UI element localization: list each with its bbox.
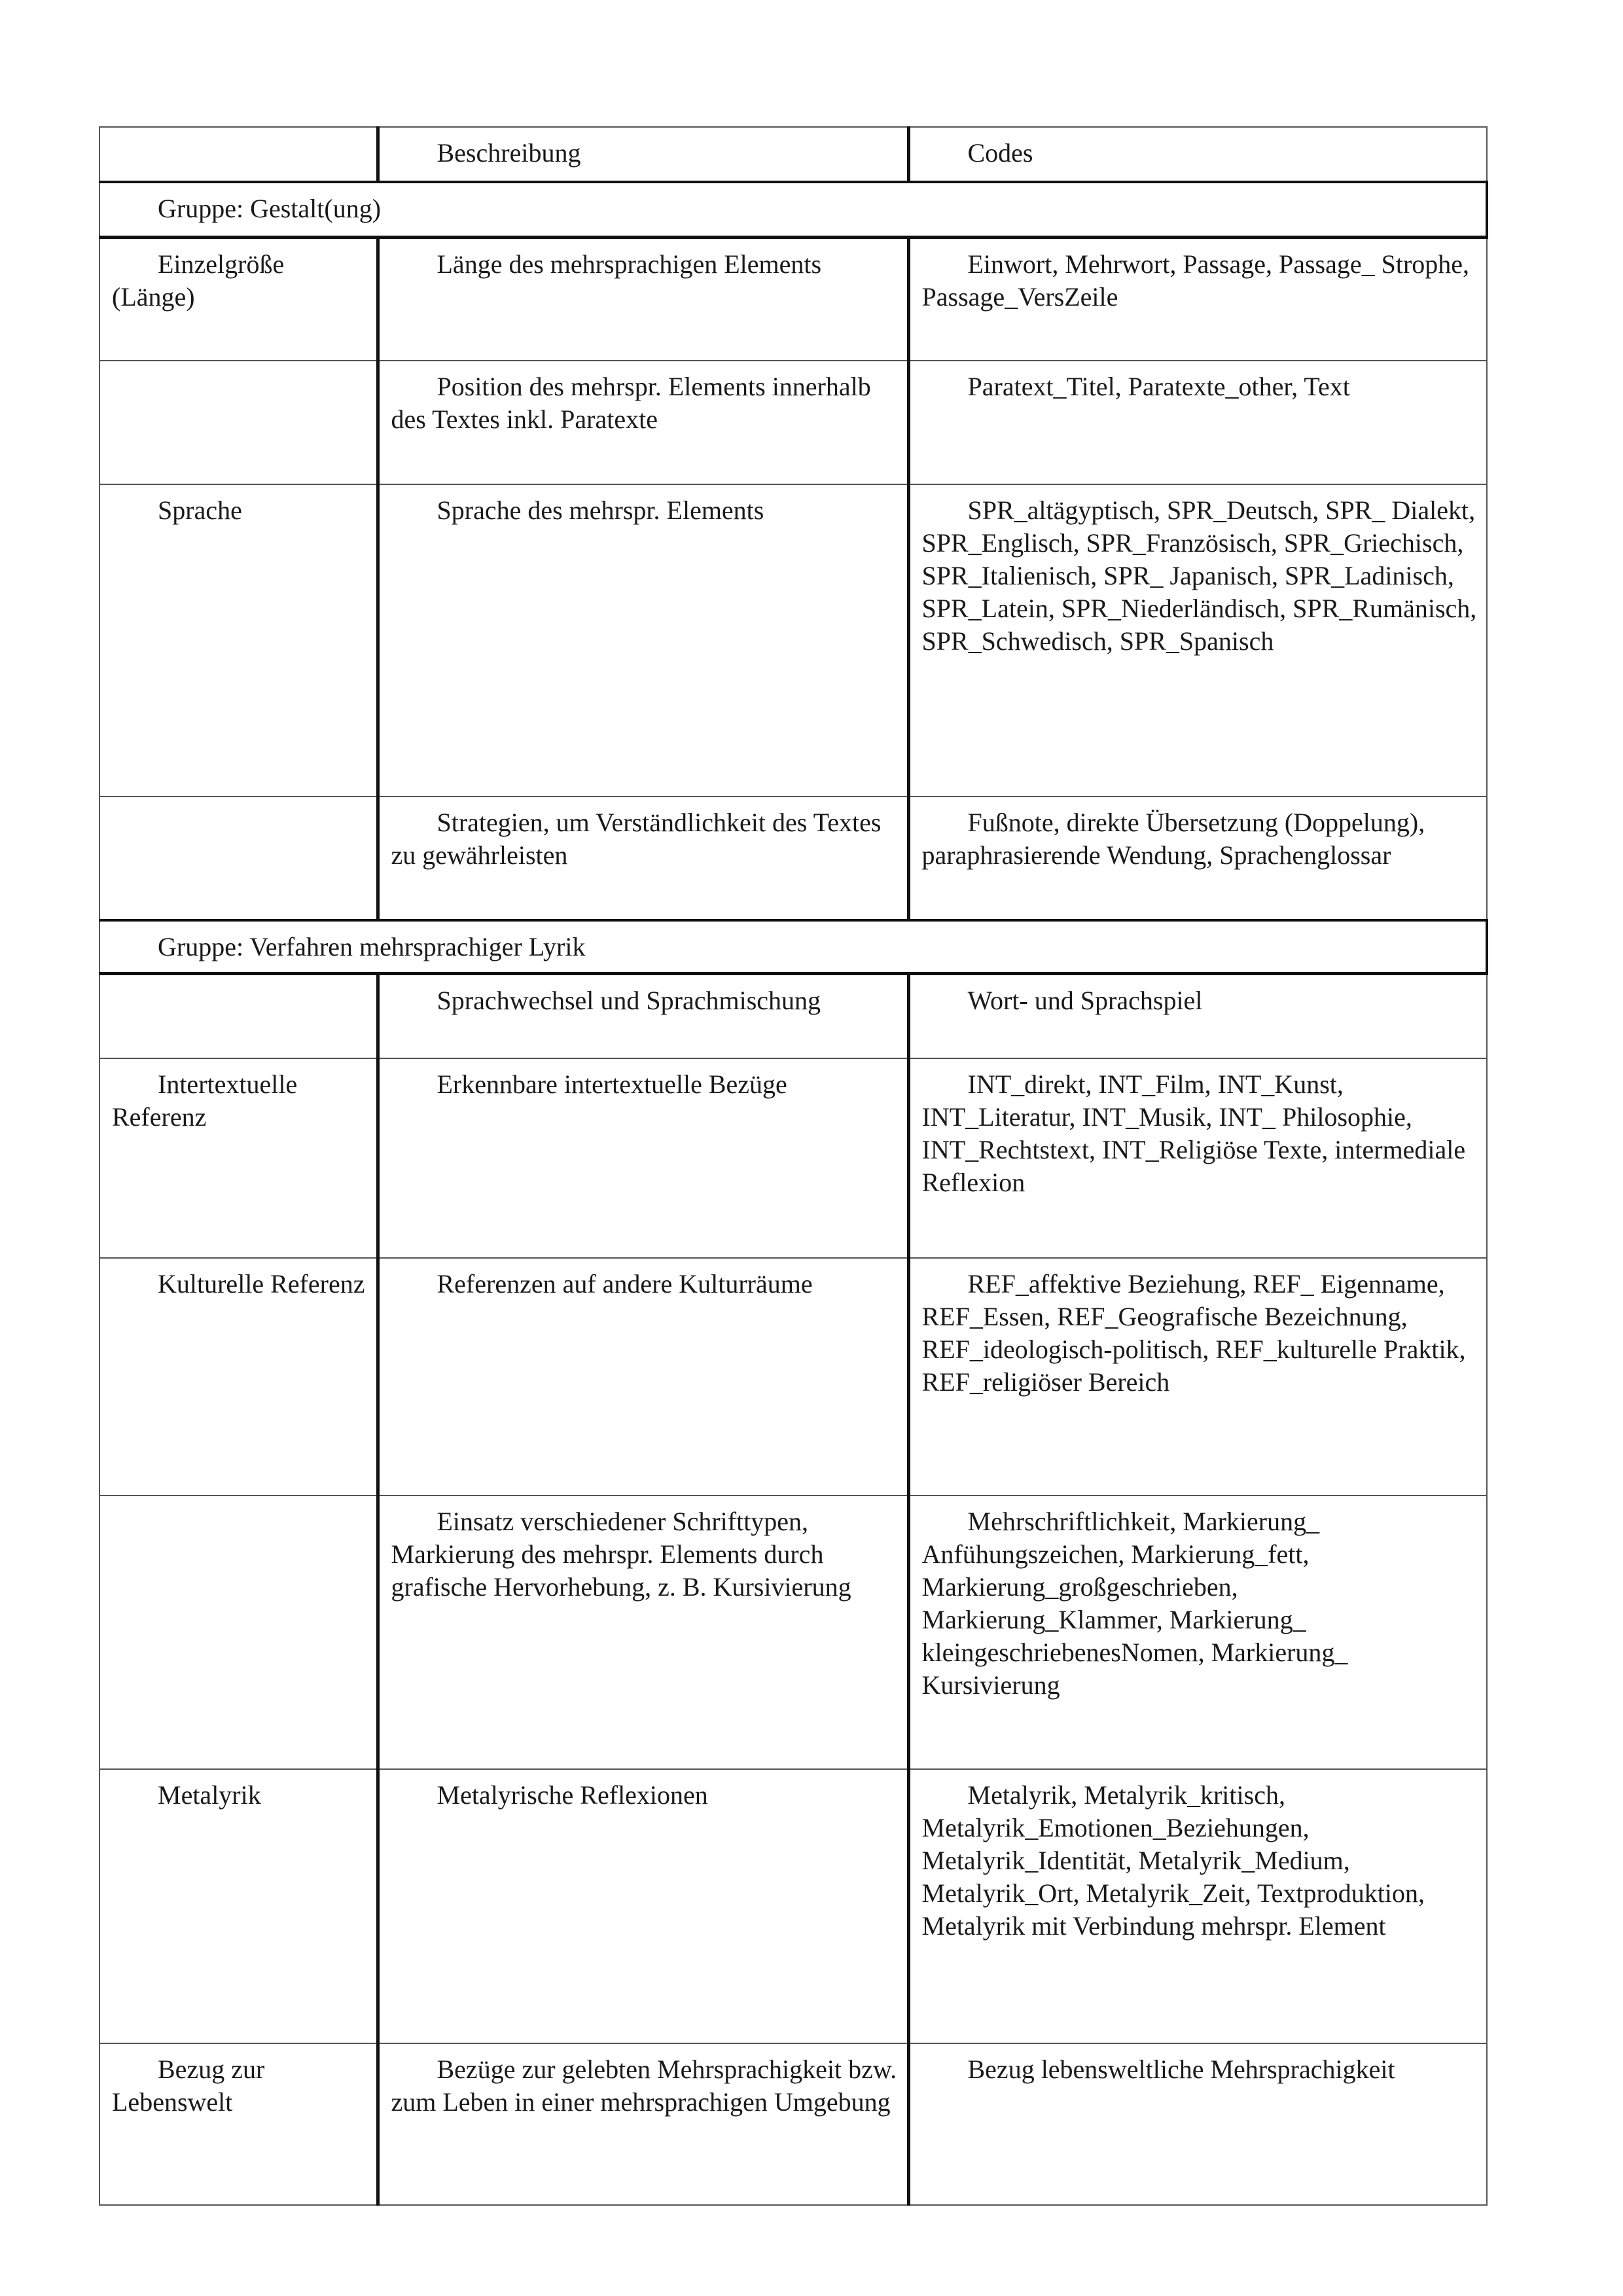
- category-cell: [99, 361, 378, 484]
- table-row: [99, 2043, 1487, 2205]
- table-row: [99, 1496, 1487, 1769]
- category-cell: [99, 1496, 378, 1769]
- table-row: [99, 1258, 1487, 1496]
- category-cell: [99, 973, 378, 1058]
- codes-cell: Einwort, Mehrwort, Passage, Passage_ Strophe, Passage_VersZeile: [908, 237, 1487, 361]
- table-row: [99, 361, 1487, 484]
- description-cell: Strategien, um Verständlichkeit des Textes zu gewährleisten: [378, 797, 908, 920]
- codes-cell: Paratext_Titel, Paratexte_other, Text: [908, 361, 1487, 484]
- codes-cell: REF_affektive Beziehung, REF_ Eigenname, REF_Essen, REF_Geografische Bezeichnung, REF_ideologisch-politisch, REF_kulturelle Praktik, REF_religiöser Bereich: [908, 1258, 1487, 1496]
- codes-cell: Mehrschriftlichkeit, Markierung_ Anfühungszeichen, Markierung_fett, Markierung_großgeschrieben, Markierung_Klammer, Markierung_ kleingeschriebenesNomen, Markierung_ Kursivierung: [908, 1496, 1487, 1769]
- table-row: [99, 484, 1487, 797]
- description-cell: Sprachwechsel und Sprachmischung: [378, 973, 908, 1058]
- codes-cell: Bezug lebensweltliche Mehrsprachigkeit: [908, 2043, 1487, 2205]
- category-cell: [99, 797, 378, 920]
- codes-cell: Metalyrik, Metalyrik_kritisch, Metalyrik_Emotionen_Beziehungen, Metalyrik_Identität, Metalyrik_Medium, Metalyrik_Ort, Metalyrik_Zeit, Textproduktion, Metalyrik mit Verbindung mehrspr. Element: [908, 1769, 1487, 2043]
- table-row: [99, 1769, 1487, 2043]
- description-cell: Bezüge zur gelebten Mehrsprachigkeit bzw. zum Leben in einer mehrsprachigen Umgebung: [378, 2043, 908, 2205]
- table-row: [99, 797, 1487, 920]
- codes-cell: INT_direkt, INT_Film, INT_Kunst, INT_Literatur, INT_Musik, INT_ Philosophie, INT_Rechtstext, INT_Religiöse Texte, intermediale Reflexion: [908, 1058, 1487, 1258]
- category-cell: Bezug zur Lebenswelt: [99, 2043, 378, 2205]
- codes-cell: Fußnote, direkte Übersetzung (Doppelung), paraphrasierende Wendung, Sprachenglossar: [908, 797, 1487, 920]
- header-cell-codes: Codes: [908, 127, 1487, 182]
- group-row: [99, 182, 1487, 237]
- group-label: Gruppe: Verfahren mehrsprachiger Lyrik: [99, 920, 1487, 973]
- table-header-row: [99, 127, 1487, 182]
- description-cell: Erkennbare intertextuelle Bezüge: [378, 1058, 908, 1258]
- description-cell: Länge des mehrsprachigen Elements: [378, 237, 908, 361]
- codebook-table: [99, 126, 1488, 2206]
- category-cell: Sprache: [99, 484, 378, 797]
- category-cell: Intertextuelle Referenz: [99, 1058, 378, 1258]
- description-cell: Einsatz verschiedener Schrifttypen, Markierung des mehrspr. Elements durch grafische Hervorhebung, z. B. Kursivierung: [378, 1496, 908, 1769]
- description-cell: Position des mehrspr. Elements innerhalb des Textes inkl. Paratexte: [378, 361, 908, 484]
- header-cell-description: Beschreibung: [378, 127, 908, 182]
- category-cell: Metalyrik: [99, 1769, 378, 2043]
- header-cell-category: [99, 127, 378, 182]
- table-row: [99, 973, 1487, 1058]
- description-cell: Sprache des mehrspr. Elements: [378, 484, 908, 797]
- description-cell: Referenzen auf andere Kulturräume: [378, 1258, 908, 1496]
- category-cell: Kulturelle Referenz: [99, 1258, 378, 1496]
- group-label: Gruppe: Gestalt(ung): [99, 182, 1487, 237]
- codes-cell: Wort- und Sprachspiel: [908, 973, 1487, 1058]
- category-cell: Einzelgröße (Länge): [99, 237, 378, 361]
- description-cell: Metalyrische Reflexionen: [378, 1769, 908, 2043]
- table-row: [99, 237, 1487, 361]
- table-row: [99, 1058, 1487, 1258]
- group-row: [99, 920, 1487, 973]
- codes-cell: SPR_altägyptisch, SPR_Deutsch, SPR_ Dialekt, SPR_Englisch, SPR_Französisch, SPR_Griechisch, SPR_Italienisch, SPR_ Japanisch, SPR_Ladinisch, SPR_Latein, SPR_Niederländisch, SPR_Rumänisch, SPR_Schwedisch, SPR_Spanisch: [908, 484, 1487, 797]
